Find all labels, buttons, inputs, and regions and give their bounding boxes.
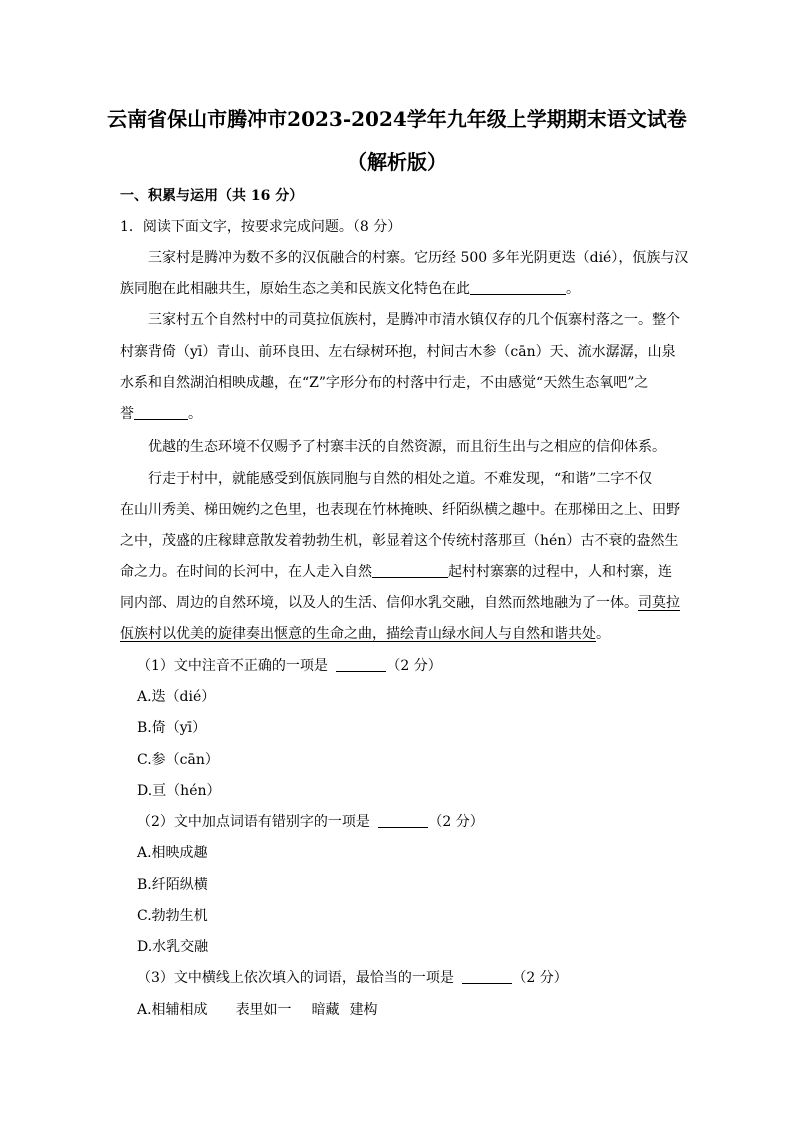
subquestion-2 — [137, 811, 484, 831]
sq3-option-a-word1: A.相辅相成 — [137, 1002, 208, 1018]
sq3-option-a — [137, 999, 378, 1019]
sq2-option-a: A.相映成趣 — [137, 845, 208, 861]
answer-blank-1[interactable] — [336, 657, 386, 672]
sq3-option-a-word4: 建构 — [349, 1002, 378, 1018]
p4-line3: 之中，茂盛的庄稼肆意散发着勃勃生机，彰显着这个传统村落那亘（hén）古不衰的盎然生 — [120, 533, 679, 549]
p4-line4-text: 命之力。在时间的长河中，在人走入自然 — [120, 564, 372, 580]
subquestion-3-score: （2 分） — [512, 970, 568, 986]
p2-line1: 三家村五个自然村中的司莫拉佤族村，是腾冲市清水镇仅存的几个佤寨村落之一。整个 — [148, 312, 680, 328]
subquestion-1-text: （1）文中注音不正确的一项是 — [137, 658, 328, 674]
fill-blank-3 — [372, 563, 448, 578]
p4-line4-end: 起村村寨寨的过程中，人和村寨，连 — [448, 564, 672, 580]
underlined-sentence-part2: 佤族村以优美的旋律奏出惬意的生命之曲，描绘青山绿水间人与自然和谐共处 — [120, 626, 596, 642]
p4-line5 — [120, 592, 680, 612]
subquestion-2-text: （2）文中加点词语有错别字的一项是 — [137, 814, 370, 830]
p2-line4 — [120, 403, 202, 423]
sq2-option-b: B.纤陌纵横 — [137, 877, 208, 893]
answer-blank-2[interactable] — [378, 813, 428, 828]
fill-blank-2 — [134, 405, 188, 420]
sq1-option-b: B.倚（yī） — [137, 720, 207, 736]
sq1-option-c: C.参（cān） — [137, 752, 219, 768]
subquestion-3 — [137, 967, 568, 987]
p3-line1: 优越的生态环境不仅赐予了村寨丰沃的自然资源，而且衍生出与之相应的信仰体系。 — [148, 439, 666, 455]
p4-line6-end: 。 — [596, 626, 610, 642]
p4-line2: 在山川秀美、梯田婉约之色里，也表现在竹林掩映、纤陌纵横之趣中。在那梯田之上、田野 — [120, 502, 680, 518]
p1-line2 — [120, 278, 580, 298]
sq1-option-a: A.迭（dié） — [137, 689, 216, 705]
subquestion-2-score: （2 分） — [428, 814, 484, 830]
fill-blank-1 — [470, 280, 566, 295]
p1-line2-text: 族同胞在此相融共生，原始生态之美和民族文化特色在此 — [120, 281, 470, 297]
p4-line5-text: 同内部、周边的自然环境，以及人的生活、信仰水乳交融，自然而然地融为了一体。 — [120, 595, 638, 611]
p1-line1: 三家村是腾冲为数不多的汉佤融合的村寨。它历经 500 多年光阴更迭（dié），佤族与汉 — [148, 250, 689, 266]
answer-blank-3[interactable] — [462, 969, 512, 984]
p4-line1: 行走于村中，就能感受到佤族同胞与自然的相处之道。不难发现，“和谐”二字不仅 — [148, 471, 653, 487]
p4-line4 — [120, 561, 672, 581]
exam-title: 云南省保山市腾冲市2023-2024学年九年级上学期期末语文试卷 — [107, 107, 687, 131]
subquestion-1-score: （2 分） — [386, 658, 442, 674]
sq1-option-d: D.亘（hén） — [137, 783, 221, 799]
p2-line4-end: 。 — [188, 406, 202, 422]
subquestion-1 — [137, 655, 442, 675]
p2-line4-text: 誉 — [120, 406, 134, 422]
section-heading: 一、积累与运用（共 16 分） — [120, 188, 304, 204]
sq3-option-a-word2: 表里如一 — [235, 1002, 292, 1018]
p4-line6 — [120, 623, 610, 643]
underlined-sentence-part1: 司莫拉 — [638, 595, 680, 611]
sq2-option-c: C.勃勃生机 — [137, 908, 208, 924]
p2-line3: 水系和自然湖泊相映成趣，在“Z”字形分布的村落中行走，不由感觉“天然生态氧吧”之 — [120, 375, 649, 391]
sq3-option-a-word3: 暗藏 — [311, 1002, 340, 1018]
p1-line2-end: 。 — [566, 281, 580, 297]
question-1-heading: 1．阅读下面文字，按要求完成问题。（8 分） — [120, 219, 402, 235]
sq2-option-d: D.水乳交融 — [137, 939, 209, 955]
p2-line2: 村寨背倚（yī）青山、前环良田、左右绿树环抱，村间古木参（cān）天、流水潺潺，山泉 — [120, 344, 676, 360]
exam-subtitle: （解析版） — [347, 150, 447, 174]
subquestion-3-text: （3）文中横线上依次填入的词语，最恰当的一项是 — [137, 970, 454, 986]
